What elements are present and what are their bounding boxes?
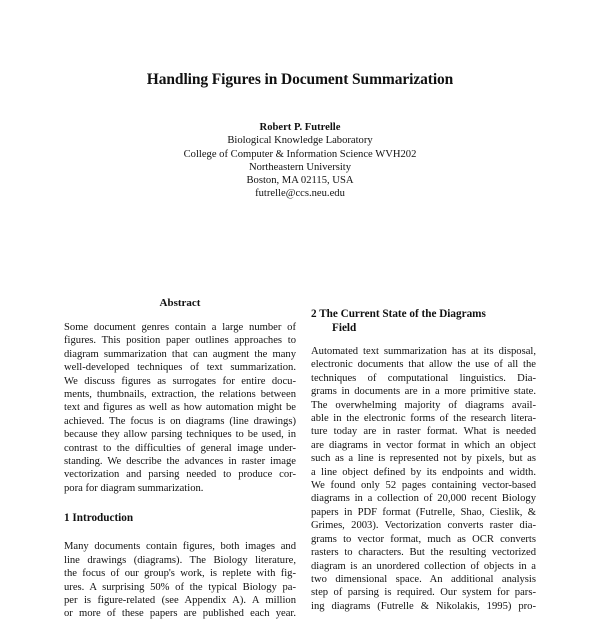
- section-2-line: grams in documents are in a more primitive state.: [311, 386, 536, 398]
- section-introduction: [64, 512, 296, 621]
- abstract-line: standing. We describe the advances in raster image: [64, 456, 296, 468]
- section-2-line: techniques of computational linguistics. Dia-: [311, 372, 536, 384]
- section-1-heading: 1 Introduction: [64, 512, 134, 524]
- abstract-line: pora for diagram summarization.: [64, 482, 204, 494]
- affiliation-line: Boston, MA 02115, USA: [246, 175, 354, 187]
- section-2-line: papers in PDF format (Futrelle, Shao, Cieslik, &: [311, 506, 536, 518]
- intro-line: per is figure-related (see Appendix A). A million: [64, 595, 296, 607]
- abstract-line: text and figures as well as how automation might be: [64, 402, 296, 414]
- affiliation-line: Biological Knowledge Laboratory: [227, 135, 373, 147]
- section-2-heading: [311, 307, 536, 335]
- abstract-line: Some document genres contain a large number of: [64, 322, 296, 333]
- section-2-line: ing diagrams (Futrelle & Nikolakis, 1995) pro-: [311, 600, 536, 612]
- section-2-line: diagrams in a collection of 20,000 recent Biology: [311, 493, 536, 505]
- author-email: futrelle@ccs.neu.edu: [255, 188, 345, 200]
- intro-line: line drawings (diagrams). The Biology literature,: [64, 554, 296, 566]
- abstract-line: well-developed techniques of text summarization.: [64, 362, 296, 374]
- section-2-line: grams to vector format, much as OCR converts: [311, 533, 536, 545]
- intro-line: ures. A surprising 50% of the typical Biology pa-: [64, 581, 296, 593]
- intro-line: the focus of our group's work, is replete with fig-: [64, 568, 296, 580]
- abstract-body: [64, 321, 296, 495]
- section-2-line: two dimensional space. An additional analysis: [311, 573, 536, 585]
- section-2-heading-line: 2 The Current State of the Diagrams: [311, 308, 486, 320]
- section-2-line: Grimes, 2003). Vectorization converts raster dia-: [311, 520, 536, 532]
- author-name: Robert P. Futrelle: [259, 122, 341, 133]
- paper-title: Handling Figures in Document Summarization: [146, 71, 454, 88]
- intro-line: or more of these papers are published each year.: [64, 608, 296, 620]
- section-2-line: are diagrams in vector format in which an object: [311, 439, 536, 451]
- section-2-line: able in the electronic forms of the research litera-: [311, 413, 536, 425]
- abstract-line: vectorization and parsing needed to produce cor-: [64, 469, 296, 481]
- abstract-line: ments, thumbnails, extraction, the relations between: [64, 389, 296, 401]
- abstract-line: because they allow parsing techniques to be used, in: [64, 429, 296, 441]
- section-2-line: rasters to characters. But the resulting vectorized: [311, 547, 536, 559]
- section-2-line: electronic documents that allow the use of all the: [311, 359, 536, 371]
- abstract-line: We discuss figures as surrogates for entire docu-: [64, 375, 296, 387]
- abstract-heading: Abstract: [159, 297, 201, 309]
- section-2-line: such as a line is represented not by pixels, but as: [311, 453, 536, 465]
- affiliation-line: Northeastern University: [248, 161, 352, 173]
- abstract-line: contrast to the difficulties of general image under-: [64, 442, 296, 454]
- intro-line: Many documents contain figures, both images and: [64, 541, 296, 553]
- section-2-line: ture today are in raster format. What is needed: [311, 426, 536, 438]
- abstract-line: achieved. The focus is on diagrams (line drawings): [64, 415, 296, 427]
- abstract-line: diagram summarization that can augment the many: [64, 348, 296, 360]
- abstract-line: figures. This position paper outlines approaches to: [64, 335, 296, 347]
- section-2-line: step of parsing is required. Our system for pars-: [311, 587, 536, 599]
- section-2-line: We found only 52 pages containing vector-based: [311, 480, 536, 492]
- author-block: [0, 121, 600, 201]
- section-2-heading-line: Field: [332, 322, 357, 334]
- affiliation-line: College of Computer & Information Science WVH202: [183, 148, 417, 160]
- section-2-line: diagram is an unordered collection of objects in a: [311, 560, 536, 572]
- section-2-line: a line object defined by its endpoints and width.: [311, 466, 536, 478]
- section-2-body: [311, 345, 536, 613]
- section-2-line: Automated text summarization has at its disposal,: [311, 346, 536, 357]
- section-2-line: The overwhelming majority of diagrams avail-: [311, 399, 536, 411]
